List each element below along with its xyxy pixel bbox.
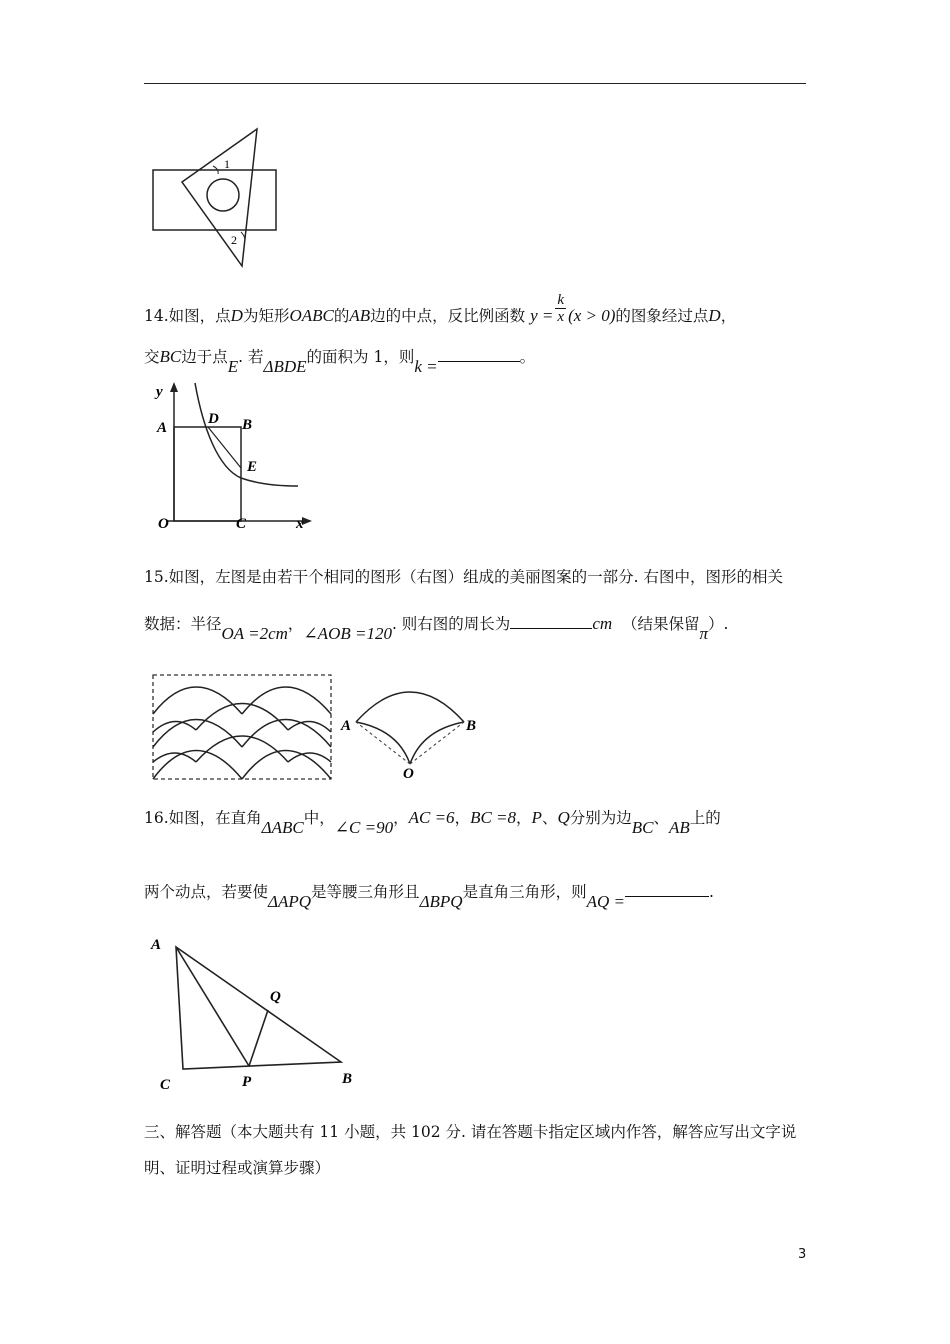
scallop-row3-mid [196, 736, 288, 762]
label-b: B [466, 718, 477, 734]
label-x: x [296, 516, 304, 532]
figure-16-triangle [148, 932, 363, 1092]
label-o: O [158, 516, 169, 532]
q15-answer-blank[interactable] [510, 628, 592, 629]
figure-15-single-shape [338, 680, 483, 780]
scallop-row2-mid [196, 704, 288, 731]
rectangle-oabc [174, 427, 241, 521]
top-arc [356, 692, 464, 722]
q15-line-1: 15.如图，左图是由若干个相同的图形（右图）组成的美丽图案的一部分. 右图中，图形的相关 [144, 568, 784, 586]
q14-line-1: 14.如图，点D为矩形OABC的AB边的中点，反比例函数 y = $\frac{k}{x}$ (x > 0)的图象经过点D， [144, 292, 737, 325]
label-a: A [151, 937, 162, 953]
label-y: y [156, 384, 163, 400]
left-arc [356, 722, 410, 764]
x-axis-arrow [302, 517, 312, 525]
right-arc [410, 722, 464, 764]
label-b: B [242, 417, 253, 433]
q16-line-1: 16.如图，在直角ΔABC中，∠C =90，AC =6，BC =8，P、Q分别为边BC、AB上的 [144, 808, 721, 837]
segment-ap [176, 947, 249, 1066]
label-o: O [403, 766, 414, 780]
header-rule [144, 83, 806, 84]
label-c: C [160, 1077, 171, 1092]
label-e: E [247, 459, 258, 475]
angle-1-label: 1 [224, 157, 230, 171]
label-q: Q [270, 989, 281, 1005]
segment-pq [249, 1010, 268, 1066]
radius-ob [410, 722, 464, 764]
label-a: A [341, 718, 352, 734]
figure-13-diagram [145, 124, 285, 269]
page-number: 3 [798, 1247, 807, 1262]
triangle-shape [182, 129, 257, 266]
angle-2-label: 2 [231, 233, 237, 247]
radius-oa [356, 722, 410, 764]
y-axis-arrow [170, 382, 178, 392]
label-c: C [236, 516, 247, 532]
section-3-heading-line-1: 三、解答题（本大题共有 11 小题，共 102 分. 请在答题卡指定区域内作答，解答应写出文字说 [144, 1123, 797, 1141]
scallop-row1-a [153, 687, 242, 714]
scallop-row3-edge-right [288, 753, 331, 762]
label-a: A [157, 420, 168, 436]
section-3-heading-line-2: 明、证明过程或演算步骤） [144, 1159, 331, 1177]
scallop-arcs [153, 687, 331, 779]
figure-14-graph [148, 378, 318, 533]
q16-answer-blank[interactable] [625, 896, 709, 897]
segment-de [208, 427, 241, 468]
rectangle-shape [153, 170, 276, 230]
q15-line-2: 数据：半径OA =2cm，∠AOB =120. 则右图的周长为 cm （结果保留π）. [144, 614, 729, 643]
q16-line-2: 两个动点，若要使ΔAPQ是等腰三角形且ΔBPQ是直角三角形，则AQ = . [144, 883, 714, 911]
k-over-x-fraction: $\frac{k}{x}$ [557, 292, 565, 325]
label-p: P [242, 1074, 252, 1090]
label-b: B [342, 1071, 353, 1087]
label-d: D [208, 411, 219, 427]
triangle-abc [176, 947, 341, 1069]
scallop-row1-b [242, 687, 331, 714]
circle-shape [207, 179, 239, 211]
q14-answer-blank[interactable] [438, 361, 520, 362]
q14-line-2: 交BC边于点E. 若ΔBDE的面积为 1，则k = 。 [144, 347, 536, 376]
figure-15-pattern [150, 672, 335, 784]
